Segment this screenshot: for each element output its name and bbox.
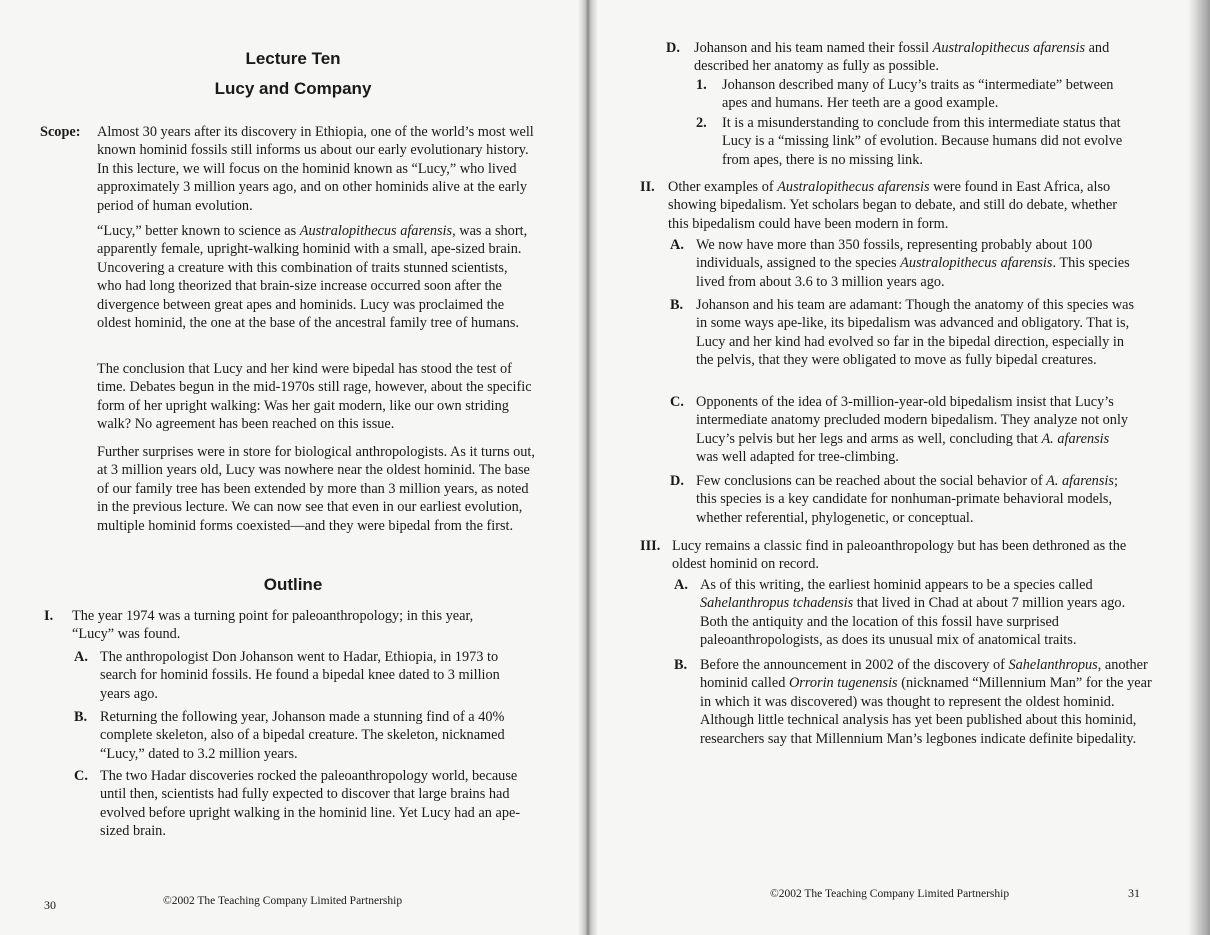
section-II-D-marker: D. <box>670 473 684 489</box>
section-III-marker: III. <box>640 538 661 554</box>
section-II-A-text: We now have more than 350 fossils, representing probably about 100 individuals, assigned to the species Australopithecus afarensis. This species lived from about 3.6 to 3 million years ago. <box>696 237 1130 290</box>
section-I-D-2-text: It is a misunderstanding to conclude from this intermediate status that Lucy is a “missing link” of evolution. Because humans did not evolve from apes, there is no missing link. <box>722 115 1123 168</box>
page-edge-shadow <box>1188 0 1210 935</box>
section-I-A-marker: A. <box>74 649 88 665</box>
page-number-right: 31 <box>1128 886 1140 900</box>
section-II-A-marker: A. <box>670 237 684 253</box>
book-gutter <box>578 0 598 935</box>
section-I-B-marker: B. <box>74 709 88 725</box>
section-I-text: The year 1974 was a turning point for paleoanthropology; in this year, “Lucy” was found. <box>72 608 474 643</box>
section-I-D-marker: D. <box>666 40 680 56</box>
section-III-B-text: Before the announcement in 2002 of the discovery of Sahelanthropus, another hominid called Orrorin tugenensis (nicknamed “Millennium Man” for the year in which it was discovered) was thought to represent the oldest hominid. Although little technical analysis has yet been published about this hominid, researchers say that Millennium Man’s legbones indicate definite bipedality. <box>700 657 1152 747</box>
section-II-B-marker: B. <box>670 297 684 313</box>
section-II-C-text: Opponents of the idea of 3-million-year-old bipedalism insist that Lucy’s intermediate anatomy precluded modern bipedalism. They analyze not only Lucy’s pelvis but her legs and arms as well, concluding that A. afarensis was well adapted for tree-climbing. <box>696 394 1129 466</box>
section-I-D-1-text: Johanson described many of Lucy’s traits as “intermediate” between apes and humans. Her teeth are a good example. <box>722 77 1114 112</box>
right-page <box>590 0 1210 935</box>
section-I-marker: I. <box>44 608 54 624</box>
section-III-A-text: As of this writing, the earliest hominid appears to be a species called Sahelanthropus tchadensis that lived in Chad at about 7 million years ago. Both the antiquity and the location of this fossil have surprised paleoanthropologists, as does its unusual mix of anatomical traits. <box>700 577 1126 649</box>
scope-paragraph-3: The conclusion that Lucy and her kind were bipedal has stood the test of time. Debates begun in the mid-1970s still rage, however, about the specific form of her upright walking: Was her gait modern, like our own striding walk? No agreement has been reached on this issue. <box>97 361 532 433</box>
section-I-D-1-marker: 1. <box>696 77 707 93</box>
left-page <box>0 0 586 935</box>
copyright-right: ©2002 The Teaching Company Limited Partnership <box>770 888 1010 900</box>
section-III-B-marker: B. <box>674 657 688 673</box>
section-I-B-text: Returning the following year, Johanson made a stunning find of a 40% complete skeleton, also of a bipedal creature. The skeleton, nicknamed “Lucy,” dated to 3.2 million years. <box>100 709 505 762</box>
section-II-marker: II. <box>640 179 655 195</box>
section-I-C-text: The two Hadar discoveries rocked the paleoanthropology world, because until then, scientists had fully expected to discover that large brains had evolved before upright walking in the hominid line. Yet Lucy had an ape-sized brain. <box>100 768 521 840</box>
section-I-D-2-marker: 2. <box>696 115 707 131</box>
lecture-title: Lecture Ten <box>245 49 341 68</box>
lecture-subtitle: Lucy and Company <box>214 79 372 98</box>
section-II-text: Other examples of Australopithecus afarensis were found in East Africa, also showing bipedalism. Yet scholars began to debate, and still do debate, whether this bipedalism could have been modern in form. <box>668 179 1118 232</box>
scope-paragraph-2: “Lucy,” better known to science as Australopithecus afarensis, was a short, apparently female, upright-walking hominid with a small, ape-sized brain. Uncovering a creature with this combination of traits stunned scientists, who had long theorized that brain-size increase occurred soon after the divergence between great apes and hominids. Lucy was proclaimed the oldest hominid, the one at the base of the ancestral family tree of humans. <box>97 223 528 332</box>
outline-heading: Outline <box>263 575 323 594</box>
scope-paragraph-1: Almost 30 years after its discovery in Ethiopia, one of the world’s most well known hominid fossils still informs us about our early evolutionary history. In this lecture, we will focus on the hominid known as “Lucy,” who lived approximately 3 million years ago, and on other hominids alive at the early period of human evolution. <box>97 124 534 214</box>
page-number-left: 30 <box>44 898 56 912</box>
copyright-left: ©2002 The Teaching Company Limited Partnership <box>163 895 403 907</box>
section-III-A-marker: A. <box>674 577 688 593</box>
section-II-B-text: Johanson and his team are adamant: Though the anatomy of this species was in some ways ape-like, its bipedalism was advanced and obligatory. That is, Lucy and her kind had evolved so far in the bipedal direction, especially in the pelvis, that they were obligated to move as fully bipedal creatures. <box>696 297 1135 369</box>
section-I-D-text: Johanson and his team named their fossil Australopithecus afarensis and described her anatomy as fully as possible. <box>694 40 1110 75</box>
section-II-D-text: Few conclusions can be reached about the social behavior of A. afarensis; this species is a key candidate for nonhuman-primate behavioral models, whether referential, phylogenetic, or conceptual. <box>696 473 1118 526</box>
scope-paragraph-4: Further surprises were in store for biological anthropologists. As it turns out, at 3 million years old, Lucy was nowhere near the oldest hominid. The base of our family tree has been extended by more than 3 million years, as noted in the previous lecture. We can now see that even in our earliest evolution, multiple hominid forms coexisted—and they were bipedal from the first. <box>97 444 535 534</box>
section-II-C-marker: C. <box>670 394 684 410</box>
section-I-A-text: The anthropologist Don Johanson went to Hadar, Ethiopia, in 1973 to search for hominid fossils. He found a bipedal knee dated to 3 million years ago. <box>100 649 500 702</box>
scope-label: Scope: <box>40 124 81 140</box>
section-I-C-marker: C. <box>74 768 88 784</box>
section-III-text: Lucy remains a classic find in paleoanthropology but has been dethroned as the oldest hominid on record. <box>672 538 1127 573</box>
